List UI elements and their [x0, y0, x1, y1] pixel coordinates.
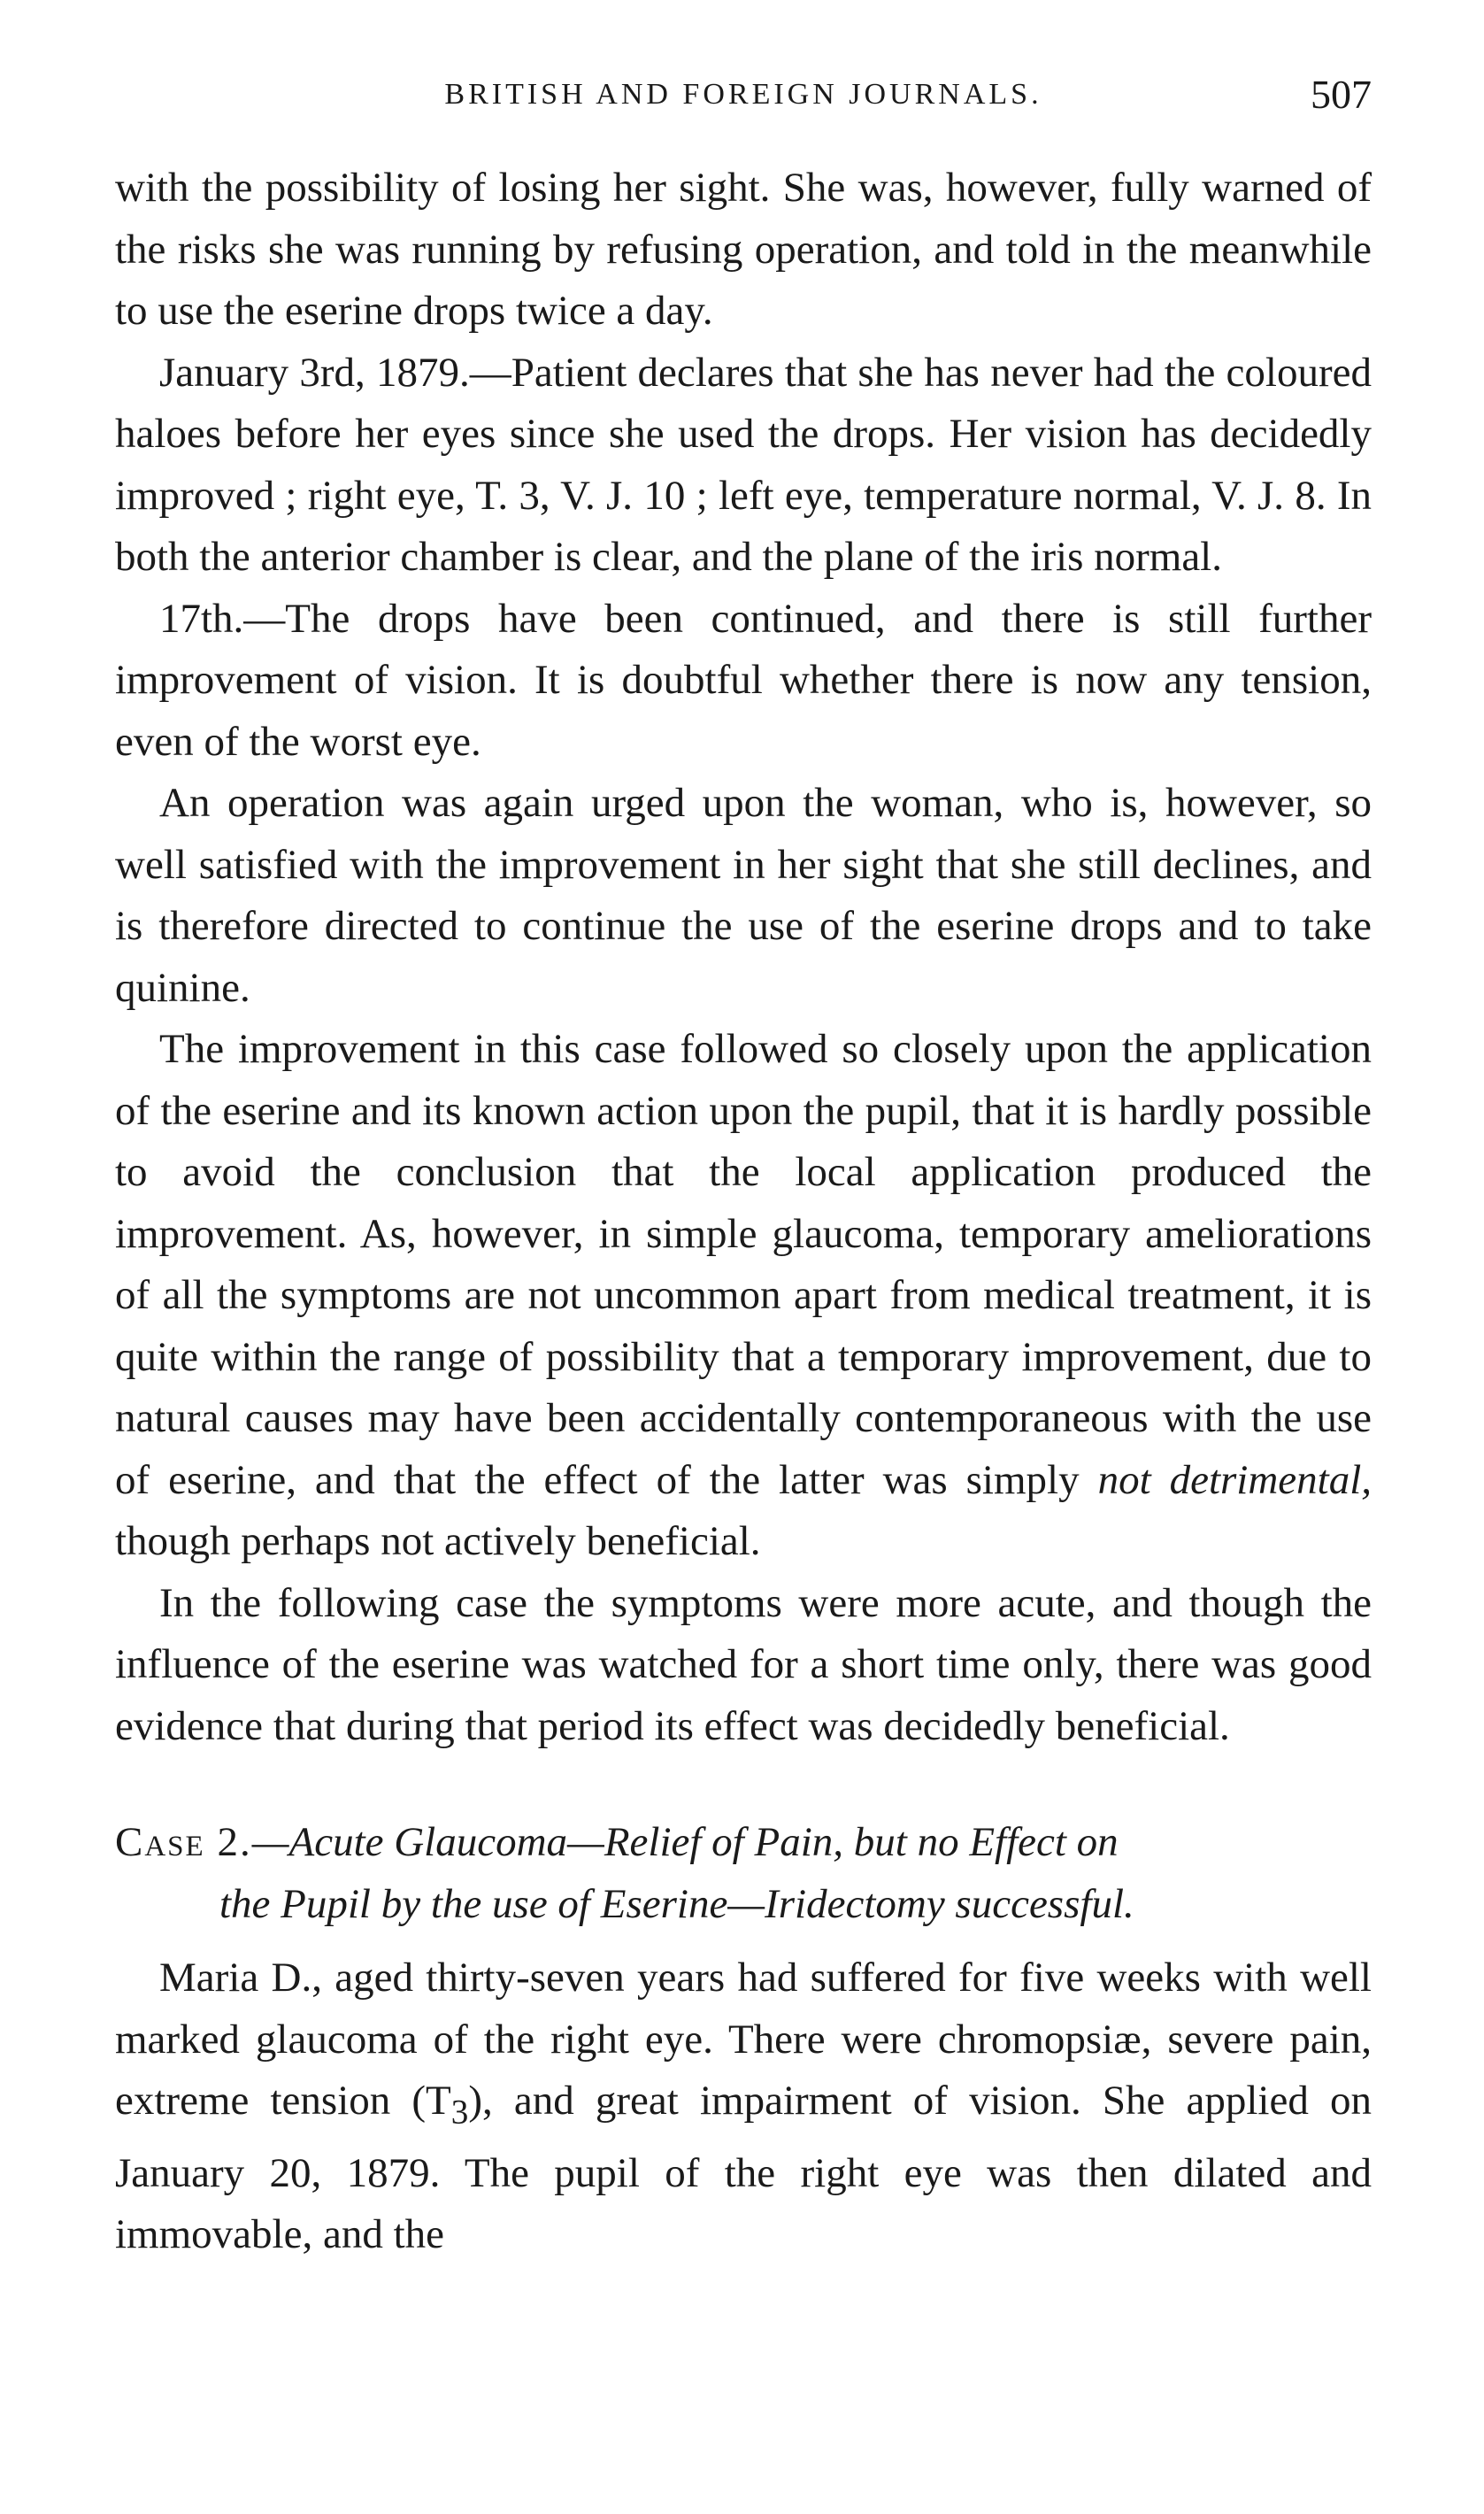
- case-body-tail: ), and great impairment of vision. She applied on January 20, 1879. The pupil of the right eye was then dilated and immovable, and the: [115, 2078, 1372, 2258]
- tension-subscript: 3: [450, 2093, 469, 2132]
- paragraph-continuation: with the possibility of losing her sight. She was, however, fully warned of the risks she was running by refusing operation, and told in the meanwhile to use the eserine drops twice a day.: [115, 165, 1372, 334]
- case-body: [115, 1947, 1372, 2266]
- case-heading: [115, 1812, 1372, 1874]
- case-body-text: Maria D., aged thirty-seven years had suffered for five weeks with well marked glaucoma of the right eye. There were chromopsiæ, severe pain, extreme tension (T: [115, 1955, 1372, 2124]
- paragraph-following-case: In the following case the symptoms were more acute, and though the influence of the eserine was watched for a short time only, there was good evidence that during that period its effect was decidedly beneficial.: [115, 1579, 1372, 1749]
- running-head: [115, 72, 1372, 131]
- page-number: 507: [1311, 72, 1372, 117]
- italic-not-detrimental: not detrimental,: [1097, 1456, 1373, 1503]
- paragraph-17th: 17th.—The drops have been continued, and there is still further improvement of vision. It is doubtful whether there is now any tension, even of the worst eye.: [115, 595, 1372, 765]
- paragraph-operation-urged: An operation was again urged upon the woman, who is, however, so well satisfied with the improvement in her sight that she still declines, and is therefore directed to continue the use of the eserine drops and to take quinine.: [115, 780, 1372, 1011]
- paragraph-improvement-text: The improvement in this case followed so closely upon the application of the eserine and its known action upon the pupil, that it is hardly possible to avoid the conclusion that the local application produced the improvement. As, however, in simple glaucoma, temporary ameliorations of all the symptoms are not uncommon apart from medical treatment, it is quite within the range of possibility that a temporary improvement, due to natural causes may have been accidentally contemporaneous with the use of eserine, and that the effect of the latter was simply: [115, 1026, 1372, 1503]
- paragraph-january-3rd: January 3rd, 1879.—Patient declares that she has never had the coloured haloes before her eyes since she used the drops. Her vision has decidedly improved ; right eye, T. 3, V. J. 10 ; left eye, temperature normal, V. J. 8. In both the anterior chamber is clear, and the plane of the iris normal.: [115, 349, 1372, 580]
- case-title-line1: —Acute Glaucoma—Relief of Pain, but no Effect on: [251, 1819, 1119, 1865]
- paragraph-improvement-tail: though perhaps not actively beneficial.: [115, 1518, 761, 1564]
- case-title-line2: the Pupil by the use of Eserine—Iridectomy successful.: [219, 1880, 1134, 1927]
- running-title: BRITISH AND FOREIGN JOURNALS.: [444, 78, 1042, 111]
- body-text: [115, 158, 1372, 2266]
- case-label: Case 2.: [115, 1819, 252, 1865]
- paragraph-improvement-discussion: [115, 1019, 1372, 1573]
